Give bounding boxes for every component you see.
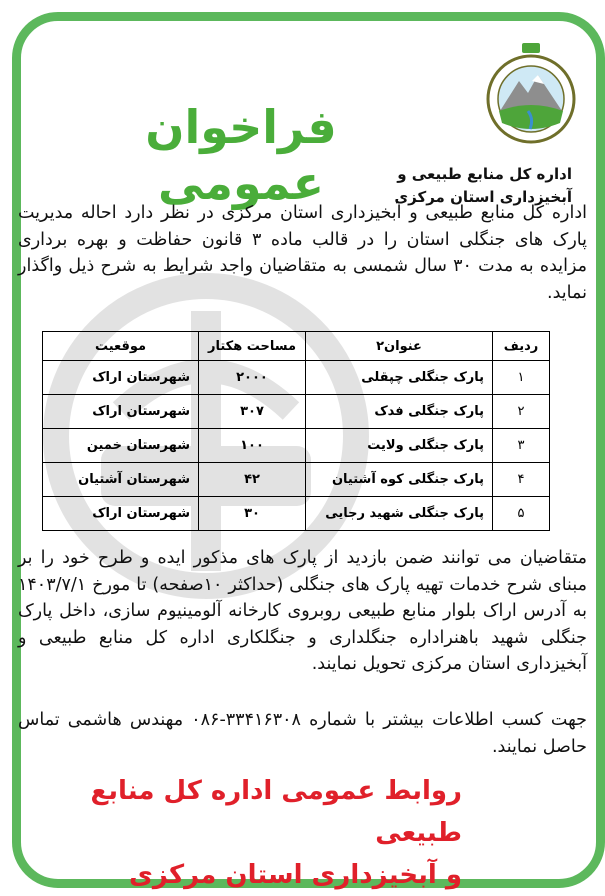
area-cell: ۳۰ xyxy=(199,497,306,531)
area-cell: ۳۰۷ xyxy=(199,395,306,429)
organization-line: آبخیزداری استان مرکزی xyxy=(394,188,572,206)
table-row xyxy=(43,429,550,463)
column-header-title: عنوان۲ xyxy=(306,332,493,361)
parks-table xyxy=(42,331,550,531)
row-number-cell: ۱ xyxy=(493,361,550,395)
location-cell: شهرستان اراک xyxy=(43,395,199,429)
row-number-cell: ۳ xyxy=(493,429,550,463)
location-cell: شهرستان خمین xyxy=(43,429,199,463)
submission-paragraph: متقاضیان می توانند ضمن بازدید از پارک های مذکور ایده و طرح خود را بر مبنای شرح خدمات تهیه پارک های جنگلی (حداکثر ۱۰صفحه) تا مورخ ۱۴۰۳/۷/۱ به آدرس اراک بلوار منابع طبیعی روبروی کارخانه آلومینیوم سازی، داخل پارک جنگلی شهید باهنراداره جنگلداری و جنگلکاری اداره کل منابع طبیعی و آبخیزداری استان مرکزی تحویل نمایند. xyxy=(18,548,587,674)
footer-line: روابط عمومی اداره کل منابع طبیعی xyxy=(90,776,462,848)
table-row xyxy=(43,463,550,497)
column-header-location: موقعیت xyxy=(43,332,199,361)
organization-line: اداره کل منابع طبیعی و xyxy=(397,165,572,183)
table-row xyxy=(43,361,550,395)
park-title-cell: پارک جنگلی شهید رجایی xyxy=(306,497,493,531)
row-number-cell: ۵ xyxy=(493,497,550,531)
location-cell: شهرستان اراک xyxy=(43,361,199,395)
mountain-forest-emblem-icon xyxy=(486,39,576,157)
footer-line: و آبخیزداری استان مرکزی xyxy=(128,860,462,890)
column-header-area: مساحت هکتار xyxy=(199,332,306,361)
page-title: فراخوان عمومی xyxy=(145,100,337,210)
park-title-cell: پارک جنگلی فدک xyxy=(306,395,493,429)
column-header-row-number: ردیف xyxy=(493,332,550,361)
table-header-row xyxy=(43,332,550,361)
table-row xyxy=(43,395,550,429)
park-title-cell: پارک جنگلی کوه آشتیان xyxy=(306,463,493,497)
park-title-cell: پارک جنگلی چپقلی xyxy=(306,361,493,395)
table-row xyxy=(43,497,550,531)
contact-paragraph: جهت کسب اطلاعات بیشتر با شماره ۳۳۴۱۶۳۰۸-۰۸۶ مهندس هاشمی تماس حاصل نمایند. xyxy=(18,710,587,757)
area-cell: ۲۰۰۰ xyxy=(199,361,306,395)
area-cell: ۱۰۰ xyxy=(199,429,306,463)
park-title-cell: پارک جنگلی ولایت xyxy=(306,429,493,463)
area-cell: ۴۲ xyxy=(199,463,306,497)
location-cell: شهرستان اراک xyxy=(43,497,199,531)
footer-signature xyxy=(32,770,462,896)
location-cell: شهرستان آشتیان xyxy=(43,463,199,497)
row-number-cell: ۴ xyxy=(493,463,550,497)
row-number-cell: ۲ xyxy=(493,395,550,429)
intro-paragraph: اداره کل منابع طبیعی و آبخیزداری استان مرکزی در نظر دارد احاله مدیریت پارک های جنگلی استان را در قالب ماده ۳ قانون حفاظت و بهره برداری مزایده به مدت ۳۰ سال شمسی به متقاضیان واجد شرایط به شرح ذیل واگذار نماید. xyxy=(18,203,588,303)
